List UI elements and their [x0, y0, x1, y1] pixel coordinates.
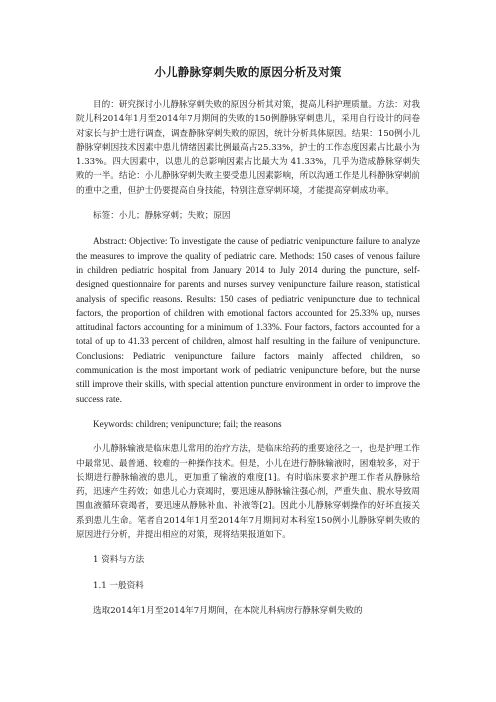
introduction-paragraph: 小儿静脉输液是临床患儿常用的治疗方法，是临床给药的重要途径之一，也是护理工作中最常见、最普通、较难的一种操作技术。但是，小儿在进行静脉输液时，困难较多，对于长期进行静脉输液的患儿，更加重了输液的难度[1]。有时临床要求护理工作者从静脉给药，迅速产生药效；如患儿心力衰竭时，要迅速从静脉输注强心剂，严重失血、脱水导致周围血液循环衰竭者，要迅速从静脉补血、补液等[2]。因此小儿静脉穿刺操作的好坏直接关系到患儿生命。笔者自2014年1月至2014年7月期间对本科室150例小儿静脉穿刺失败的原因进行分析，并提出相应的对策，现将结果报道如下。 [76, 444, 420, 541]
section-heading-1: 1 资料与方法 [93, 555, 145, 566]
section-heading-1-1: 1.1 一般资料 [93, 580, 144, 591]
document-title: 小儿静脉穿刺失败的原因分析及对策 [154, 65, 342, 79]
chinese-abstract: 目的：研究探讨小儿静脉穿刺失败的原因分析其对策，提高儿科护理质量。方法：对我院儿科2014年1月至2014年7月期间的失败的150例静脉穿刺患儿，采用自行设计的问卷对家长与护士进行调查，调查静脉穿刺失败的原因，统计分析具体原因。结果：150例小儿静脉穿刺因技术因素中患儿情绪因素比例最高占25.33%，护士的工作态度因素占比最小为1.33%。四大因素中，以患儿的总影响因素占比最大为 41.33%，几乎为造成静脉穿刺失败的一半。结论：小儿静脉穿刺失败主要受患儿因素影响，所以沟通工作是儿科静脉穿刺前的重中之重，但护士仍要提高自身技能，特别注意穿刺环境，才能提高穿刺成功率。 [76, 100, 420, 196]
english-keywords: Keywords: children; venipuncture; fail; the reasons [93, 418, 282, 429]
chinese-keywords: 标签：小儿；静脉穿刺；失败；原因 [93, 211, 231, 222]
section-paragraph: 选取2014年1月至2014年7月期间，在本院儿科病房行静脉穿刺失败的 [93, 605, 363, 616]
english-abstract: Abstract: Objective: To investigate the cause of pediatric venipuncture failure to analyze the measures to improve the quality of pediatric care. Methods: 150 cases of venous failure in children pediatric hospital from January 2014 to July 2014 during the puncture, self-designed questionnaire for parents and nurses survey venipuncture failure reason, statistical analysis of specific reasons. Results: 150 cases of pediatric venipuncture due to technical factors, the proportion of children with emotional factors accounted for 25.33% up, nurses attitudinal factors accounting for a minimum of 1.33%. Four factors, factors accounted for a total of up to 41.33 percent of children, almost half resulting in the failure of venipuncture. Conclusions: Pediatric venipuncture failure factors mainly affected children, so communication is the most important work of pediatric venipuncture before, but the nurse still improve their skills, with special attention puncture environment in order to improve the success rate. [76, 236, 420, 404]
